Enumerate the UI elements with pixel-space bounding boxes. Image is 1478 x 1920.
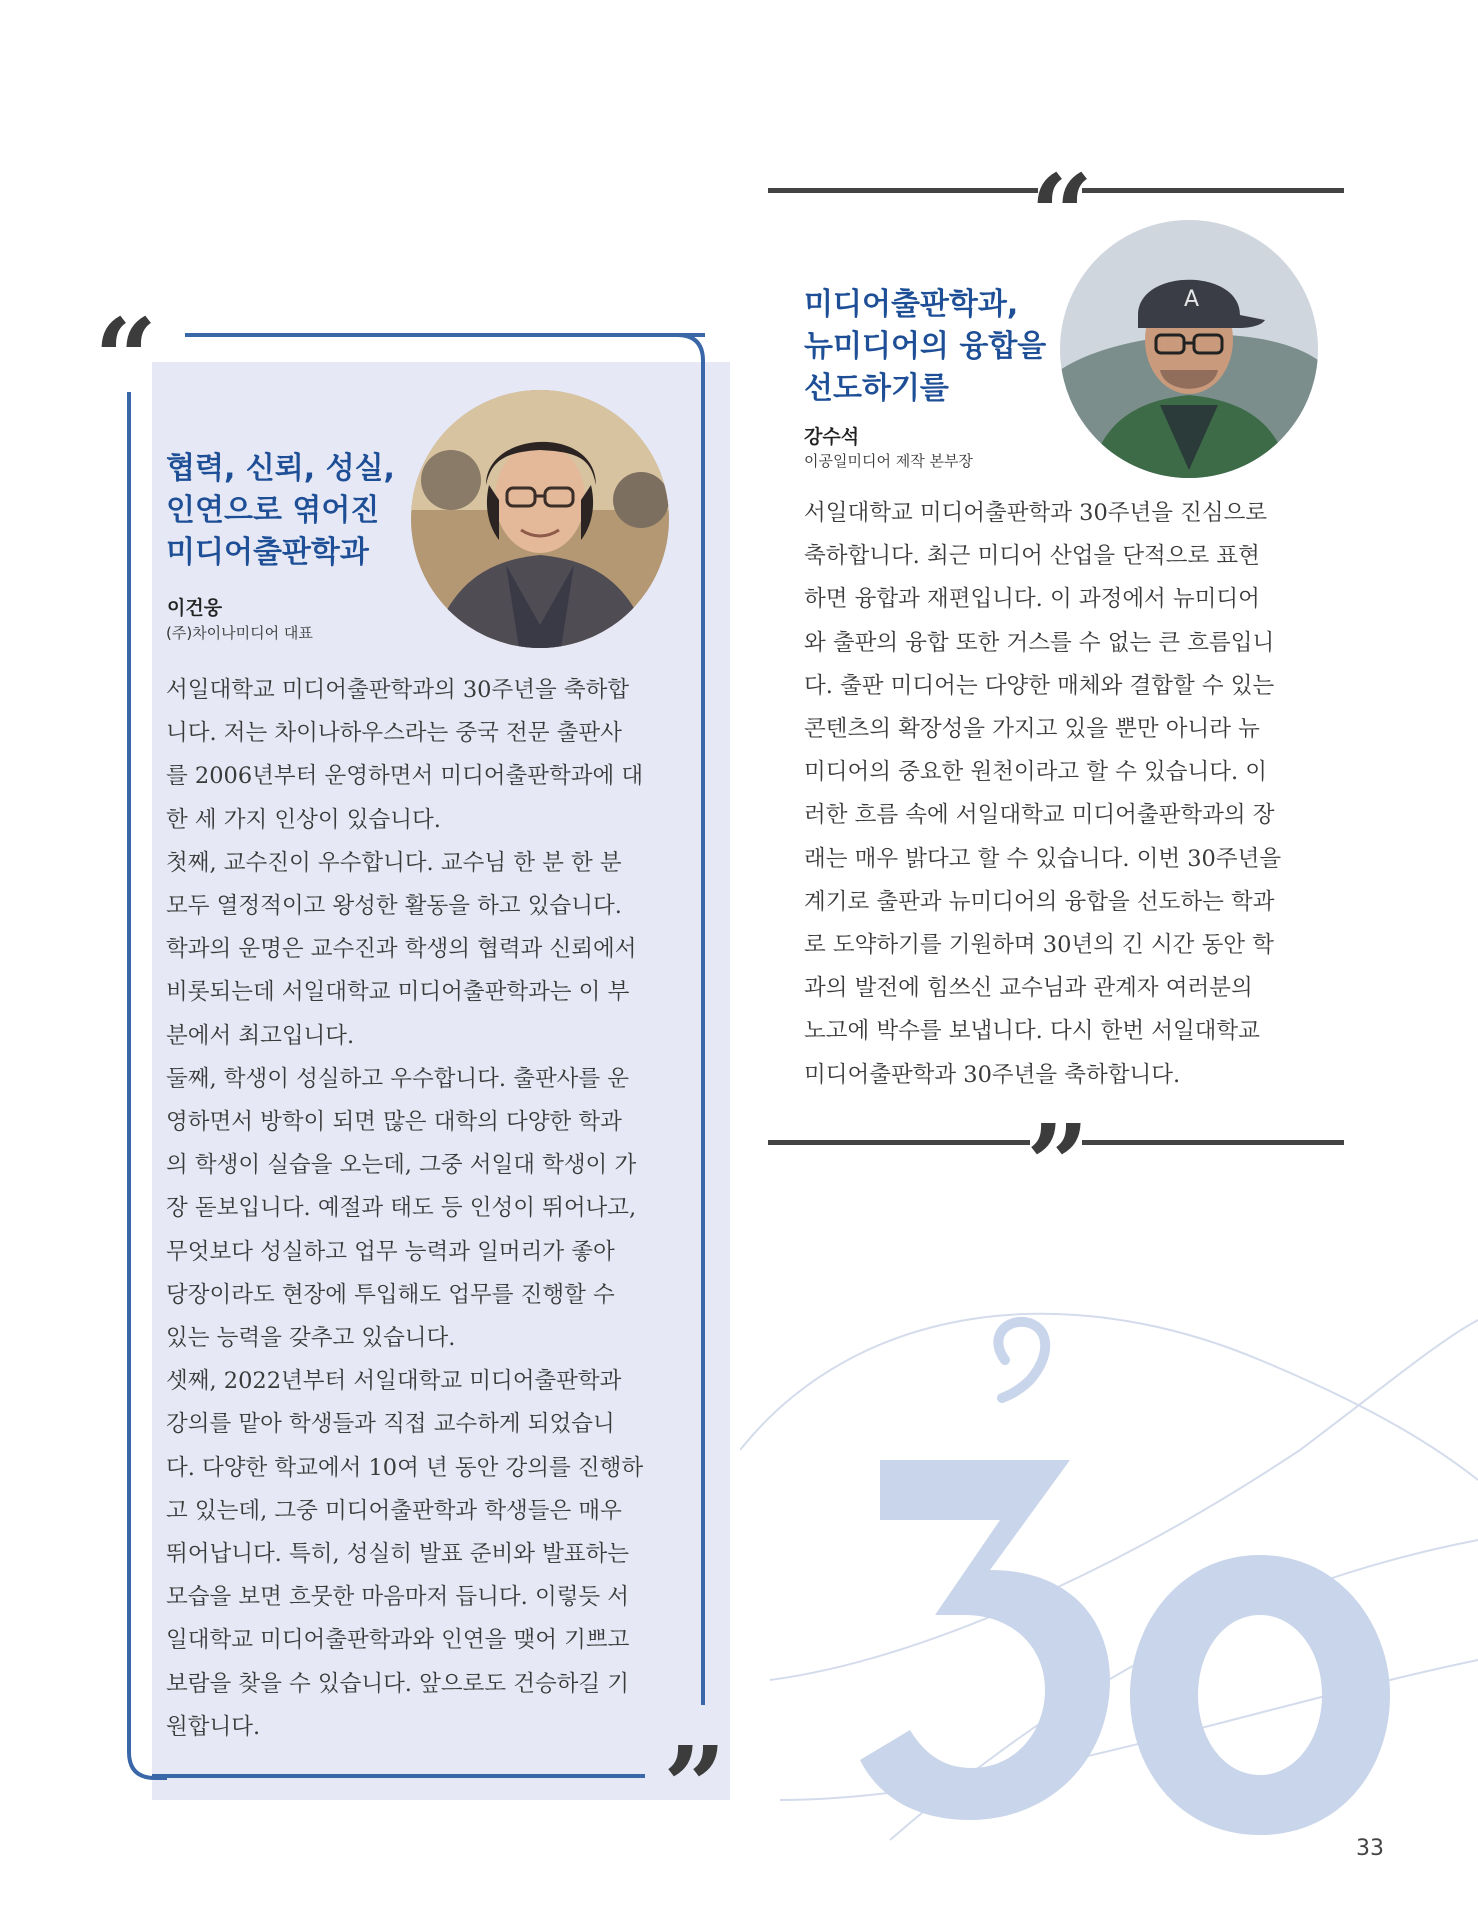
body-line: 있는 능력을 갖추고 있습니다. <box>166 1325 456 1352</box>
right-author-title: 이공일미디어 제작 본부장 <box>804 452 973 470</box>
body-line: 무엇보다 성실하고 업무 능력과 일머리가 좋아 <box>166 1238 615 1265</box>
body-line: 비롯되는데 서일대학교 미디어출판학과는 이 부 <box>166 979 630 1006</box>
body-line: 일대학교 미디어출판학과와 인연을 맺어 기쁘고 <box>166 1627 630 1654</box>
body-line: 보람을 찾을 수 있습니다. 앞으로도 건승하길 기 <box>166 1670 630 1697</box>
body-line: 니다. 저는 차이나하우스라는 중국 전문 출판사 <box>166 720 622 747</box>
decorative-30-graphic <box>740 1240 1478 1860</box>
body-line: 뛰어납니다. 특히, 성실히 발표 준비와 발표하는 <box>166 1541 630 1568</box>
page-number: 33 <box>1356 1836 1384 1861</box>
body-line: 첫째, 교수진이 우수합니다. 교수님 한 분 한 분 <box>166 849 622 876</box>
body-line: 다. 출판 미디어는 다양한 매체와 결합할 수 있는 <box>804 672 1275 699</box>
body-line: 다. 다양한 학교에서 10여 년 동안 강의를 진행하 <box>166 1454 644 1481</box>
close-quote-icon: ” <box>1026 1100 1084 1229</box>
body-line: 를 2006년부터 운영하면서 미디어출판학과에 대 <box>166 763 644 790</box>
headline-line: 인연으로 엮어진 <box>166 493 380 528</box>
open-quote-icon: “ <box>94 294 152 423</box>
body-line: 모두 열정적이고 왕성한 활동을 하고 있습니다. <box>166 893 622 920</box>
body-line: 원합니다. <box>166 1713 261 1740</box>
close-quote-icon: ” <box>663 1722 721 1851</box>
body-line: 미디어출판학과 30주년을 축하합니다. <box>804 1061 1181 1088</box>
right-bottom-rule-left <box>768 1140 1030 1145</box>
headline-line: 선도하기를 <box>804 371 949 406</box>
body-line: 래는 매우 밝다고 할 수 있습니다. 이번 30주년을 <box>804 845 1282 872</box>
body-line: 하면 융합과 재편입니다. 이 과정에서 뉴미디어 <box>804 586 1260 613</box>
body-line: 한 세 가지 인상이 있습니다. <box>166 806 441 833</box>
right-article-headline <box>804 284 1046 410</box>
body-line: 셋째, 2022년부터 서일대학교 미디어출판학과 <box>166 1368 622 1395</box>
left-frame-right <box>701 360 705 1705</box>
right-top-rule-left <box>768 188 1038 193</box>
body-line: 미디어의 중요한 원천이라고 할 수 있습니다. 이 <box>804 759 1268 786</box>
right-author-photo <box>1060 220 1318 478</box>
open-quote-icon: “ <box>1030 150 1088 279</box>
body-line: 로 도약하기를 기원하며 30년의 긴 시간 동안 학 <box>804 932 1274 959</box>
left-frame-bottom-left-corner <box>127 1740 167 1780</box>
left-article-headline <box>166 448 395 574</box>
right-top-rule-right <box>1082 188 1344 193</box>
body-line: 과의 발전에 힘쓰신 교수님과 관계자 여러분의 <box>804 975 1253 1002</box>
left-frame-bottom <box>152 1774 645 1778</box>
svg-text:A: A <box>1184 287 1200 312</box>
left-frame-top <box>185 333 705 337</box>
body-line: 장 돋보입니다. 예절과 태도 등 인성이 뛰어나고, <box>166 1195 637 1222</box>
body-line: 와 출판의 융합 또한 거스를 수 없는 큰 흐름입니 <box>804 629 1275 656</box>
body-line: 모습을 보면 흐뭇한 마음마저 듭니다. 이렇듯 서 <box>166 1584 630 1611</box>
body-line: 당장이라도 현장에 투입해도 업무를 진행할 수 <box>166 1281 615 1308</box>
body-line: 노고에 박수를 보냅니다. 다시 한번 서일대학교 <box>804 1018 1260 1045</box>
body-line: 고 있는데, 그중 미디어출판학과 학생들은 매우 <box>166 1497 622 1524</box>
body-line: 러한 흐름 속에 서일대학교 미디어출판학과의 장 <box>804 802 1275 829</box>
body-line: 분에서 최고입니다. <box>166 1022 355 1049</box>
left-author-name: 이건웅 <box>167 597 223 619</box>
body-line: 계기로 출판과 뉴미디어의 융합을 선도하는 학과 <box>804 888 1275 915</box>
body-line: 축하합니다. 최근 미디어 산업을 단적으로 표현 <box>804 543 1260 570</box>
left-frame-left <box>127 392 131 1747</box>
left-frame-top-right-corner <box>665 333 705 373</box>
body-line: 둘째, 학생이 성실하고 우수합니다. 출판사를 운 <box>166 1065 630 1092</box>
headline-line: 뉴미디어의 융합을 <box>804 329 1047 364</box>
body-line: 서일대학교 미디어출판학과 30주년을 진심으로 <box>804 500 1268 526</box>
headline-line: 미디어출판학과 <box>166 535 369 570</box>
left-author-title: (주)차이나미디어 대표 <box>166 624 313 642</box>
left-author-photo <box>411 390 669 648</box>
headline-line: 미디어출판학과, <box>804 287 1019 322</box>
right-bottom-rule-right <box>1082 1140 1344 1145</box>
right-article-body <box>804 492 1281 1097</box>
body-line: 콘텐츠의 확장성을 가지고 있을 뿐만 아니라 뉴 <box>804 716 1260 743</box>
body-line: 영하면서 방학이 되면 많은 대학의 다양한 학과 <box>166 1109 622 1136</box>
right-author-name: 강수석 <box>804 426 860 448</box>
body-line: 의 학생이 실습을 오는데, 그중 서일대 학생이 가 <box>166 1152 637 1179</box>
body-line: 학과의 운명은 교수진과 학생의 협력과 신뢰에서 <box>166 936 637 963</box>
body-line: 강의를 맡아 학생들과 직접 교수하게 되었습니 <box>166 1411 615 1438</box>
headline-line: 협력, 신뢰, 성실, <box>166 451 395 486</box>
left-article-body <box>166 669 643 1749</box>
body-line: 서일대학교 미디어출판학과의 30주년을 축하합 <box>166 677 630 703</box>
